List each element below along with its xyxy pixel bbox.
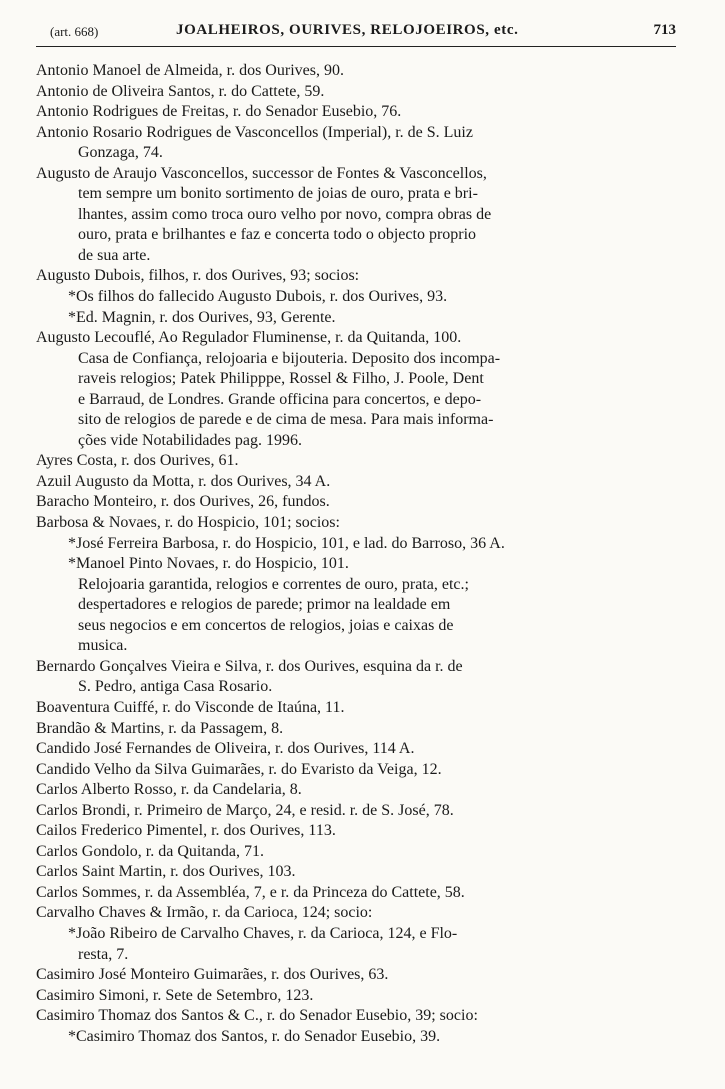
directory-entry xyxy=(36,760,676,781)
entry-line: raveis relogios; Patek Philipppe, Rossel & Filho, J. Poole, Dent xyxy=(78,370,484,388)
running-title: JOALHEIROS, OURIVES, RELOJOEIROS, etc. xyxy=(176,22,519,38)
directory-entry xyxy=(36,739,676,760)
entry-line: Casimiro Thomaz dos Santos & C., r. do Senador Eusebio, 39; socio: xyxy=(36,1007,478,1025)
entry-line: lhantes, assim como troca ouro velho por novo, compra obras de xyxy=(78,205,492,223)
entry-line: Cailos Frederico Pimentel, r. dos Ourives, 113. xyxy=(36,822,336,840)
entry-line: ções vide Notabilidades pag. 1996. xyxy=(78,431,302,449)
directory-entry xyxy=(36,657,676,698)
entry-line: e Barraud, de Londres. Grande officina para concertos, e depo- xyxy=(78,390,482,408)
entry-line: *Os filhos do fallecido Augusto Dubois, r. dos Ourives, 93. xyxy=(68,288,448,306)
directory-entry xyxy=(36,123,676,164)
entry-line: Carlos Brondi, r. Primeiro de Março, 24, e resid. r. de S. José, 78. xyxy=(36,801,454,819)
entry-line: de sua arte. xyxy=(78,246,151,264)
entry-line: Casimiro José Monteiro Guimarães, r. dos Ourives, 63. xyxy=(36,966,389,984)
section-reference: (art. 668) xyxy=(50,24,99,39)
directory-entry xyxy=(36,451,676,472)
entry-line: Carlos Saint Martin, r. dos Ourives, 103. xyxy=(36,863,296,881)
directory-entry xyxy=(36,266,676,287)
entry-line: seus negocios e em concertos de relogios, joias e caixas de xyxy=(78,616,454,634)
directory-entry xyxy=(36,575,676,657)
entry-line: *Casimiro Thomaz dos Santos, r. do Senador Eusebio, 39. xyxy=(68,1027,441,1045)
directory-entry xyxy=(36,328,676,451)
directory-entry xyxy=(36,883,676,904)
directory-entry xyxy=(36,1006,676,1027)
directory-entry xyxy=(36,82,676,103)
directory-entry xyxy=(36,102,676,123)
page xyxy=(36,20,676,1047)
entry-line: *Ed. Magnin, r. dos Ourives, 93, Gerente. xyxy=(68,308,336,326)
directory-entry xyxy=(36,534,676,575)
entry-line: Bernardo Gonçalves Vieira e Silva, r. dos Ourives, esquina da r. de xyxy=(36,657,463,675)
entry-line: Carlos Alberto Rosso, r. da Candelaria, 8. xyxy=(36,781,302,799)
directory-entry xyxy=(36,719,676,740)
entry-line: Antonio de Oliveira Santos, r. do Cattete, 59. xyxy=(36,82,325,100)
entry-line: Gonzaga, 74. xyxy=(78,144,163,162)
entry-line: Brandão & Martins, r. da Passagem, 8. xyxy=(36,719,284,737)
entry-line: Carlos Gondolo, r. da Quitanda, 71. xyxy=(36,842,264,860)
entry-line: sito de relogios de parede e de cima de mesa. Para mais informa- xyxy=(78,411,494,429)
entry-line: Candido José Fernandes de Oliveira, r. dos Ourives, 114 A. xyxy=(36,740,415,758)
directory-entry xyxy=(36,903,676,924)
entry-line: Casa de Confiança, relojoaria e bijouteria. Deposito dos incompa- xyxy=(78,349,501,367)
entry-line: Carvalho Chaves & Irmão, r. da Carioca, 124; socio: xyxy=(36,904,373,922)
entry-line: Boaventura Cuiffé, r. do Visconde de Itaúna, 11. xyxy=(36,698,345,716)
directory-listing xyxy=(36,61,676,1047)
directory-entry xyxy=(36,472,676,493)
entry-line: *Manoel Pinto Novaes, r. do Hospicio, 101. xyxy=(68,555,349,573)
entry-line: *João Ribeiro de Carvalho Chaves, r. da Carioca, 124, e Flo- xyxy=(68,924,458,942)
directory-entry xyxy=(36,513,676,534)
directory-entry xyxy=(36,164,676,267)
entry-line: Antonio Rodrigues de Freitas, r. do Senador Eusebio, 76. xyxy=(36,103,402,121)
entry-line: Barbosa & Novaes, r. do Hospicio, 101; socios: xyxy=(36,514,340,532)
entry-line: resta, 7. xyxy=(78,945,129,963)
directory-entry xyxy=(36,842,676,863)
entry-line: Candido Velho da Silva Guimarães, r. do Evaristo da Veiga, 12. xyxy=(36,760,442,778)
entry-line: Casimiro Simoni, r. Sete de Setembro, 123. xyxy=(36,986,314,1004)
entry-line: ouro, prata e brilhantes e faz e concerta todo o objecto proprio xyxy=(78,226,477,244)
directory-entry xyxy=(36,698,676,719)
entry-line: Augusto Lecouflé, Ao Regulador Fluminense, r. da Quitanda, 100. xyxy=(36,329,462,347)
directory-entry xyxy=(36,1027,676,1048)
entry-line: tem sempre um bonito sortimento de joias de ouro, prata e bri- xyxy=(78,185,478,203)
directory-entry xyxy=(36,821,676,842)
entry-line: Baracho Monteiro, r. dos Ourives, 26, fundos. xyxy=(36,493,330,511)
directory-entry xyxy=(36,965,676,986)
directory-entry xyxy=(36,862,676,883)
entry-line: S. Pedro, antiga Casa Rosario. xyxy=(78,678,273,696)
entry-line: Ayres Costa, r. dos Ourives, 61. xyxy=(36,452,239,470)
entry-line: Azuil Augusto da Motta, r. dos Ourives, 34 A. xyxy=(36,472,331,490)
directory-entry xyxy=(36,492,676,513)
entry-line: Augusto Dubois, filhos, r. dos Ourives, 93; socios: xyxy=(36,267,360,285)
directory-entry xyxy=(36,924,676,965)
entry-line: Antonio Manoel de Almeida, r. dos Ourives, 90. xyxy=(36,62,344,79)
directory-entry xyxy=(36,287,676,328)
entry-line: despertadores e relogios de parede; primor na lealdade em xyxy=(78,596,451,614)
directory-entry xyxy=(36,61,676,82)
entry-line: Antonio Rosario Rodrigues de Vasconcellos (Imperial), r. de S. Luiz xyxy=(36,123,473,141)
directory-entry xyxy=(36,801,676,822)
entry-line: Relojoaria garantida, relogios e correntes de ouro, prata, etc.; xyxy=(78,575,469,593)
entry-line: Augusto de Araujo Vasconcellos, successor de Fontes & Vasconcellos, xyxy=(36,164,487,182)
directory-entry xyxy=(36,780,676,801)
entry-line: musica. xyxy=(78,637,128,655)
entry-line: Carlos Sommes, r. da Assembléa, 7, e r. da Princeza do Cattete, 58. xyxy=(36,883,465,901)
page-number: 713 xyxy=(653,22,676,38)
page-header xyxy=(36,20,676,47)
entry-line: *José Ferreira Barbosa, r. do Hospicio, 101, e lad. do Barroso, 36 A. xyxy=(68,534,505,552)
directory-entry xyxy=(36,986,676,1007)
